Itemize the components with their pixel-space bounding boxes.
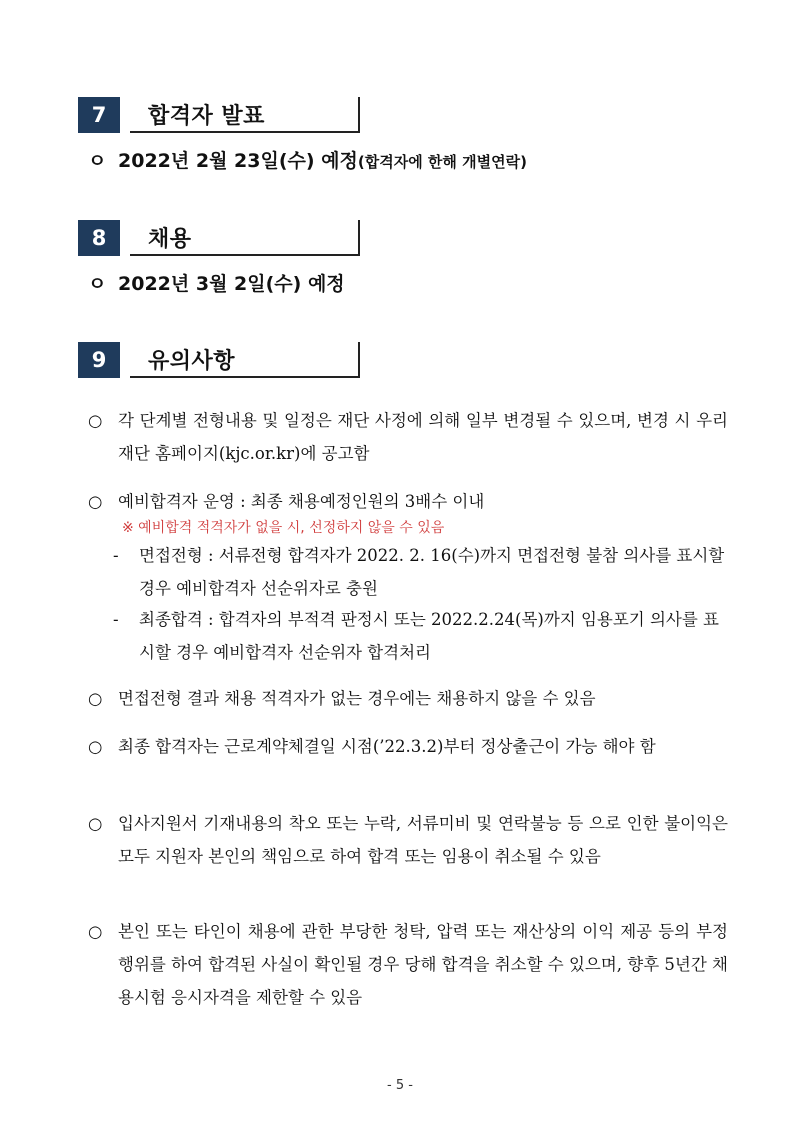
notice-item — [88, 485, 728, 518]
notice-text: 본인 또는 타인이 채용에 관한 부당한 청탁, 압력 또는 재산상의 이익 제공 등의 부정행위를 하여 합격된 사실이 확인될 경우 당해 합격을 취소할 수 있으며, 향후 5년간 채용시험 응시자격을 제한할 수 있음 — [118, 922, 728, 1007]
section-title: 합격자 발표 — [148, 104, 265, 129]
reserve-item-text: 면접전형 : 서류전형 합격자가 2022. 2. 16(수)까지 면접전형 불참 의사를 표시할 경우 예비합격자 선순위자로 충원 — [139, 546, 725, 598]
notice-item — [88, 730, 728, 763]
reserve-item-text: 최종합격 : 합격자의 부적격 판정시 또는 2022.2.24(목)까지 임용포기 의사를 표시할 경우 예비합격자 선순위자 합격처리 — [139, 610, 719, 662]
bullet-icon: ㅇ — [88, 150, 107, 172]
section-9-header — [78, 342, 360, 378]
dash-bullet: - — [113, 610, 119, 629]
circle-bullet-icon: ○ — [88, 922, 103, 941]
notice-item — [88, 682, 728, 715]
notice-text: 입사지원서 기재내용의 착오 또는 누락, 서류미비 및 연락불능 등 으로 인한 불이익은 모두 지원자 본인의 책임으로 하여 합격 또는 임용이 취소될 수 있음 — [118, 814, 728, 866]
bullet-icon: ㅇ — [88, 273, 107, 295]
notice-text: 각 단계별 전형내용 및 일정은 재단 사정에 의해 일부 변경될 수 있으며, 변경 시 우리재단 홈페이지(kjc.or.kr)에 공고함 — [118, 411, 728, 463]
section-7-header — [78, 97, 360, 133]
section-number: 9 — [78, 342, 120, 378]
circle-bullet-icon: ○ — [88, 492, 103, 511]
hire-date: 2022년 3월 2일(수) 예정 — [118, 273, 345, 295]
notice-item — [88, 807, 728, 873]
reserve-item — [113, 603, 728, 669]
page-number: - 5 - — [387, 1078, 413, 1093]
hire-date-line — [88, 269, 345, 296]
section-title: 채용 — [148, 227, 192, 252]
notice-text: 예비합격자 운영 : 최종 채용예정인원의 3배수 이내 — [118, 492, 485, 511]
circle-bullet-icon: ○ — [88, 814, 103, 833]
notice-item — [88, 915, 728, 1014]
circle-bullet-icon: ○ — [88, 689, 103, 708]
circle-bullet-icon: ○ — [88, 737, 103, 756]
dash-bullet: - — [113, 546, 119, 565]
notice-item — [88, 404, 728, 470]
announce-note: (합격자에 한해 개별연락) — [357, 153, 527, 171]
section-number: 7 — [78, 97, 120, 133]
announce-date: 2022년 2월 23일(수) 예정 — [118, 150, 358, 172]
section-title: 유의사항 — [148, 349, 236, 374]
notice-text: 면접전형 결과 채용 적격자가 없는 경우에는 채용하지 않을 수 있음 — [118, 689, 596, 708]
circle-bullet-icon: ○ — [88, 411, 103, 430]
notice-text: 최종 합격자는 근로계약체결일 시점(’22.3.2)부터 정상출근이 가능 해야 함 — [118, 737, 656, 756]
section-8-header — [78, 220, 360, 256]
announce-date-line — [88, 146, 527, 173]
reserve-note: ※ 예비합격 적격자가 없을 시, 선정하지 않을 수 있음 — [122, 520, 445, 536]
reserve-item — [113, 539, 728, 605]
section-number: 8 — [78, 220, 120, 256]
